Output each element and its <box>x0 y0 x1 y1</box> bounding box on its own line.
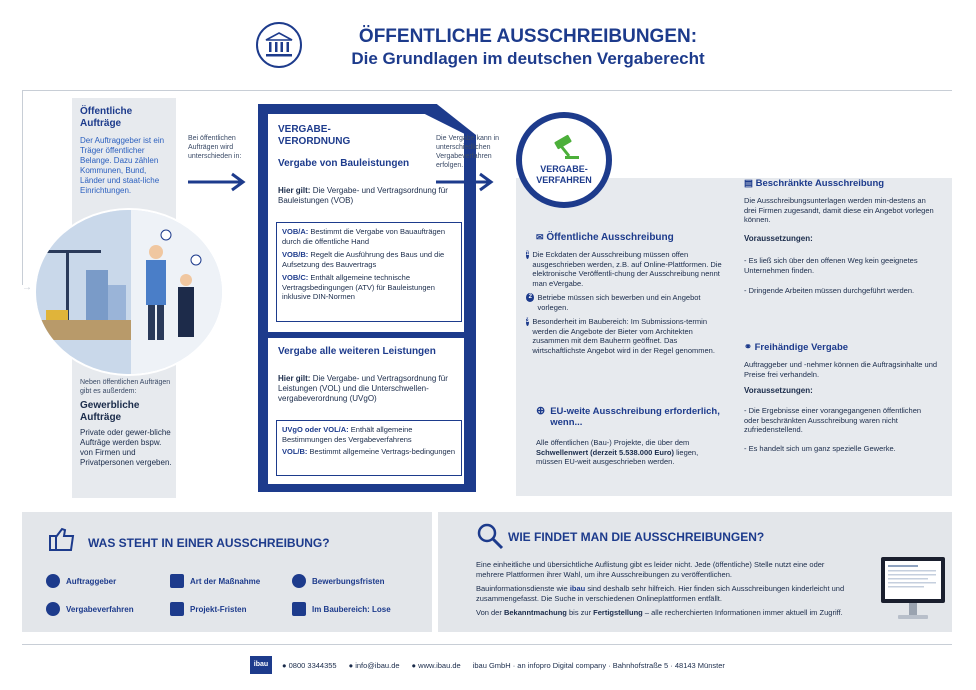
frei-item-1: - Die Ergebnisse einer vorangegangenen öffentlichen oder beschränkten Ausschreibung waren nicht zufriedenstellend. <box>744 406 922 434</box>
clock-icon <box>292 574 306 588</box>
arrow-right-icon-2 <box>436 172 494 197</box>
beschr-title: ▤ Beschränkte Ausschreibung <box>744 178 885 189</box>
wie-findet-p3: Von der Bekanntmachung bis zur Fertigstellung – alle recherchierten Informationen immer aktuell im Zugriff. <box>476 608 843 617</box>
globe-icon: ⊕ <box>536 405 546 417</box>
page-title <box>308 26 748 70</box>
clipboard-icon <box>170 574 184 588</box>
beschr-item-2: - Dringende Arbeiten müssen durchgeführt werden. <box>744 286 915 295</box>
gavel-icon <box>547 134 581 162</box>
frei-text: Auftraggeber und -nehmer können die Auftragsinhalte und Preise frei verhandeln. <box>744 360 938 379</box>
phone-icon: ● <box>282 661 287 670</box>
calendar-icon <box>170 602 184 616</box>
vol-a-item: UVgO oder VOL/A: Enthält allgemeine Bestimmungen des Vergabeverfahrens <box>282 425 413 444</box>
vob-b-item: VOB/B: Regelt die Ausführung des Baus und die Aufsetzung des Bauvertrags <box>282 250 445 269</box>
beschr-vor-label: Voraussetzungen: <box>744 234 813 243</box>
arrow-right-icon <box>188 172 246 197</box>
frame-line-left <box>22 90 23 285</box>
web-icon: ● <box>411 661 417 670</box>
footer-company: ibau GmbH · an infopro Digital company · Bahnhofstraße 5 · 48143 Münster <box>472 661 725 670</box>
arrow2-text: Die Vergabe kann in unterschiedlichen Vergabeverfahren erfolgen. <box>436 135 500 169</box>
footer-email[interactable]: ● info@ibau.de <box>348 661 400 670</box>
mail-icon: ● <box>348 661 354 670</box>
list-item: 3 Besonderheit im Baubereich: Im Submissions-termin werden die Angebote der Bieter vom Architekten zusammen mit dem Bauherrn geöffnet. Das wirtschaftlichste Angebot wird in der Regel genommen. <box>526 317 715 355</box>
frei-item-2: - Es handelt sich um ganz spezielle Gewerke. <box>744 444 896 453</box>
thumbs-up-icon <box>48 526 76 557</box>
footer-contacts <box>282 661 725 670</box>
vol-sub: Vergabe alle weiteren Leistungen <box>278 346 436 357</box>
handshake-icon: ⚭ <box>744 342 752 353</box>
vob-list <box>276 222 462 322</box>
verfahren-circle <box>516 112 612 208</box>
wie-findet-p1: Eine einheitliche und übersichtliche Auflistung gibt es leider nicht. Jede (öffentliche) Stelle nutzt eine oder mehrere Plattformen ihrer Wahl, um ihre Ausschreibungen zu veröffentlichen. <box>476 560 825 579</box>
construction-illustration <box>34 208 224 376</box>
eu-title: ⊕ EU-weite Ausschreibung erforderlich, wenn... <box>536 405 720 428</box>
beschr-item-1: - Es ließ sich über den offenen Weg kein geeignetes Unternehmen finden. <box>744 256 918 275</box>
was-steht-grid <box>46 574 426 616</box>
was-item: Projekt-Fristen <box>170 602 292 616</box>
beschr-text: Die Ausschreibungsunterlagen werden min-destens an drei Firmen zugesandt, damit diese ein Angebot vorlegen können. <box>744 196 934 224</box>
person-icon <box>46 574 60 588</box>
hier-gilt-text: Die Vergabe- und Vertragsordnung für Bauleistungen (VOB) <box>278 186 448 205</box>
vob-sub: Vergabe von Bauleistungen <box>278 158 410 169</box>
list-item: 2 Betriebe müssen sich bewerben und ein Angebot vorlegen. <box>526 293 722 312</box>
verfahren-label: VERGABE-VERFAHREN <box>536 164 592 185</box>
frame-line <box>22 90 952 91</box>
neben-text: Neben öffentlichen Aufträgen gibt es außerdem: <box>80 379 171 395</box>
was-item: Auftraggeber <box>46 574 170 588</box>
document-icon: ▤ <box>744 178 753 189</box>
gavel-small-icon <box>46 602 60 616</box>
was-item: Im Baubereich: Lose <box>292 602 422 616</box>
magnifier-icon <box>476 522 504 555</box>
arrow1-text: Bei öffentlichen Aufträgen wird unterschieden in: <box>188 135 242 160</box>
header-logo-icon <box>256 22 302 68</box>
gewerbliche-text: Private oder gewer-bliche Aufträge werden bspw. von Firmen und Privatpersonen vergeben. <box>80 428 172 467</box>
vol-list <box>276 420 462 476</box>
gewerbliche-title: Gewerbliche Aufträge <box>80 400 140 423</box>
frame-arrow-icon: → <box>22 282 32 293</box>
oeffentliche-auftraege-title: Öffentliche Aufträge <box>80 106 133 129</box>
vob-hier-gilt <box>278 186 454 206</box>
wie-findet-p2: Bauinformationsdienste wie ibau sind deshalb sehr hilfreich. Hier finden sich Ausschreibungen kinderleicht und zusammengefasst. Die Suche in verschiedenen Onlineplattformen entfällt. <box>476 584 845 603</box>
hier-gilt-label: Hier gilt: <box>278 186 311 195</box>
footer-phone[interactable]: ● 0800 3344355 <box>282 661 337 670</box>
frei-vor-label: Voraussetzungen: <box>744 386 813 395</box>
vob-a-item: VOB/A: Bestimmt die Vergabe von Bauaufträgen durch die öffentliche Hand <box>282 227 446 246</box>
ibau-logo: ibau <box>250 656 272 674</box>
eu-text: Alle öffentlichen (Bau-) Projekte, die über dem Schwellenwert (derzeit 5.538.000 Euro) liegen, müssen EU-weit ausgeschrieben werden. <box>536 438 699 466</box>
oeffentliche-auftraege-text: Der Auftraggeber ist ein Träger öffentlicher Belange. Dazu zählen Kommunen, Bund, Länder und staat-liche Einrichtungen. <box>80 136 165 195</box>
was-item: Bewerbungsfristen <box>292 574 422 588</box>
was-item: Vergabeverfahren <box>46 602 170 616</box>
title-line1: ÖFFENTLICHE AUSSCHREIBUNGEN: <box>358 26 698 47</box>
footer-line <box>22 644 952 645</box>
was-item: Art der Maßnahme <box>170 574 292 588</box>
monitor-icon <box>880 556 946 629</box>
oeff-ausschreibung-title: ✉ Öffentliche Ausschreibung <box>536 232 674 243</box>
footer-web[interactable]: ● www.ibau.de <box>411 661 461 670</box>
frei-title: ⚭ Freihändige Vergabe <box>744 342 849 353</box>
title-line2: Die Grundlagen im deutschen Vergaberecht <box>351 49 705 68</box>
document-small-icon <box>292 602 306 616</box>
wie-findet-title: WIE FINDET MAN DIE AUSSCHREIBUNGEN? <box>508 530 765 544</box>
vol-b-item: VOL/B: Bestimmt allgemeine Vertrags-bedingungen <box>282 447 456 456</box>
vob-heading: VERGABE-VERORDNUNG <box>278 124 351 147</box>
vol-hier-gilt: Hier gilt: Die Vergabe- und Vertragsordnung für Leistungen (VOL) und die Unterschwellen-vergabeverordnung (UVgO) <box>278 374 448 403</box>
vob-c-item: VOB/C: Enthält allgemeine technische Vertragsbedingungen (ATV) für Bauleistungen inklusive DIN-Normen <box>282 273 435 301</box>
was-steht-title: WAS STEHT IN EINER AUSSCHREIBUNG? <box>88 536 330 550</box>
oeff-list <box>526 250 722 355</box>
list-item: 1 Die Eckdaten der Ausschreibung müssen offen ausgeschrieben werden, z.B. auf Online-Plattformen. Die elektronische Veröffentli-chung der Ausschreibung nennt man eVergabe. <box>526 250 722 288</box>
envelope-icon: ✉ <box>536 232 544 242</box>
